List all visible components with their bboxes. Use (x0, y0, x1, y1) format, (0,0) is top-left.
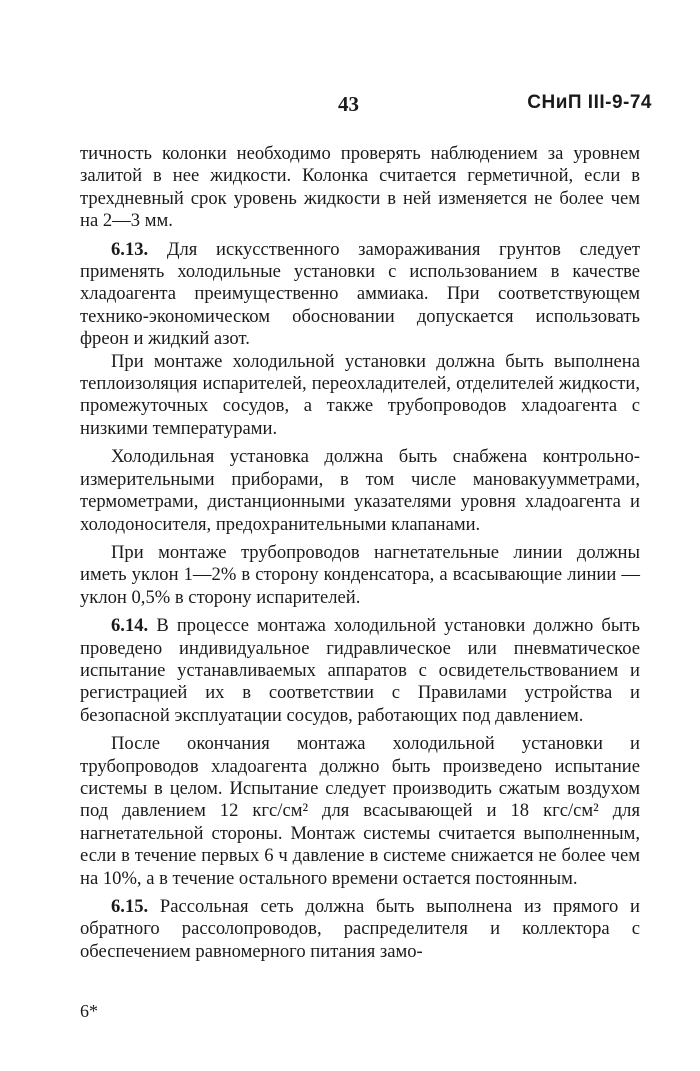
paragraph-text: Холодильная установка должна быть снабжена контрольно-измерительными приборами, в том числе мановакуумметрами, термометрами, дистанционными указателями уровня хладоагента и холодоносителя, предохранительными клапанами. (80, 446, 640, 535)
paragraph (80, 446, 640, 536)
paragraph (80, 351, 640, 441)
paragraph-text: После окончания монтажа холодильной установки и трубопроводов хладоагента должно быть произведено испытание системы в целом. Испытание следует производить сжатым воздухом под давлением 12 кгс/см² для всасывающей и 18 кгс/см² для нагнетательной стороны. Монтаж системы считается выполненным, если в течение первых 6 ч давление в системе снижается не более чем на 10%, а в течение остального времени остается постоянным. (80, 733, 640, 889)
paragraph-text: Рассольная сеть должна быть выполнена из прямого и обратного рассолопроводов, распределителя и коллектора с обеспечением равномерного питания замо- (80, 896, 640, 962)
section-number: 6.14. (111, 615, 149, 637)
page-body (80, 143, 640, 963)
page-number: 43 (338, 92, 359, 116)
paragraph-text: При монтаже трубопроводов нагнетательные линии должны иметь уклон 1—2% в сторону конденсатора, а всасывающие линии — уклон 0,5% в сторону испарителей. (80, 541, 640, 608)
paragraph (80, 143, 640, 233)
paragraph (80, 239, 640, 351)
paragraph (80, 615, 640, 727)
paragraph (80, 542, 640, 609)
paragraph-text: При монтаже холодильной установки должна быть выполнена теплоизоляция испарителей, переохладителей, отделителей жидкости, промежуточных сосудов, а также трубопроводов хладоагента с низкими температурами. (80, 350, 640, 439)
paragraph-text: Для искусственного замораживания грунтов следует применять холодильные установки с использованием в качестве хладоагента преимущественно аммиака. При соответствующем технико-экономическом обосновании допускается использовать фреон и жидкий азот. (80, 238, 640, 350)
signature-mark: 6* (80, 1001, 98, 1021)
paragraph-text: В процессе монтажа холодильной установки должно быть проведено индивидуальное гидравлическое или пневматическое испытание устанавливаемых аппаратов с освидетельствованием и регистрацией их в соответствии с Правилами устройства и безопасной эксплуатации сосудов, работающих под давлением. (80, 615, 640, 726)
section-number: 6.13. (111, 238, 149, 260)
paragraph (80, 733, 640, 890)
document-code: СНиП III-9-74 (527, 92, 652, 113)
paragraph-text: тичность колонки необходимо проверять наблюдением за уровнем залитой в нее жидкости. Колонка считается герметичной, если в трехдневный срок уровень жидкости в ней изменяется не более чем на 2—3 мм. (80, 143, 640, 232)
paragraph (80, 896, 640, 963)
section-number: 6.15. (111, 896, 149, 917)
page-header (0, 92, 700, 122)
